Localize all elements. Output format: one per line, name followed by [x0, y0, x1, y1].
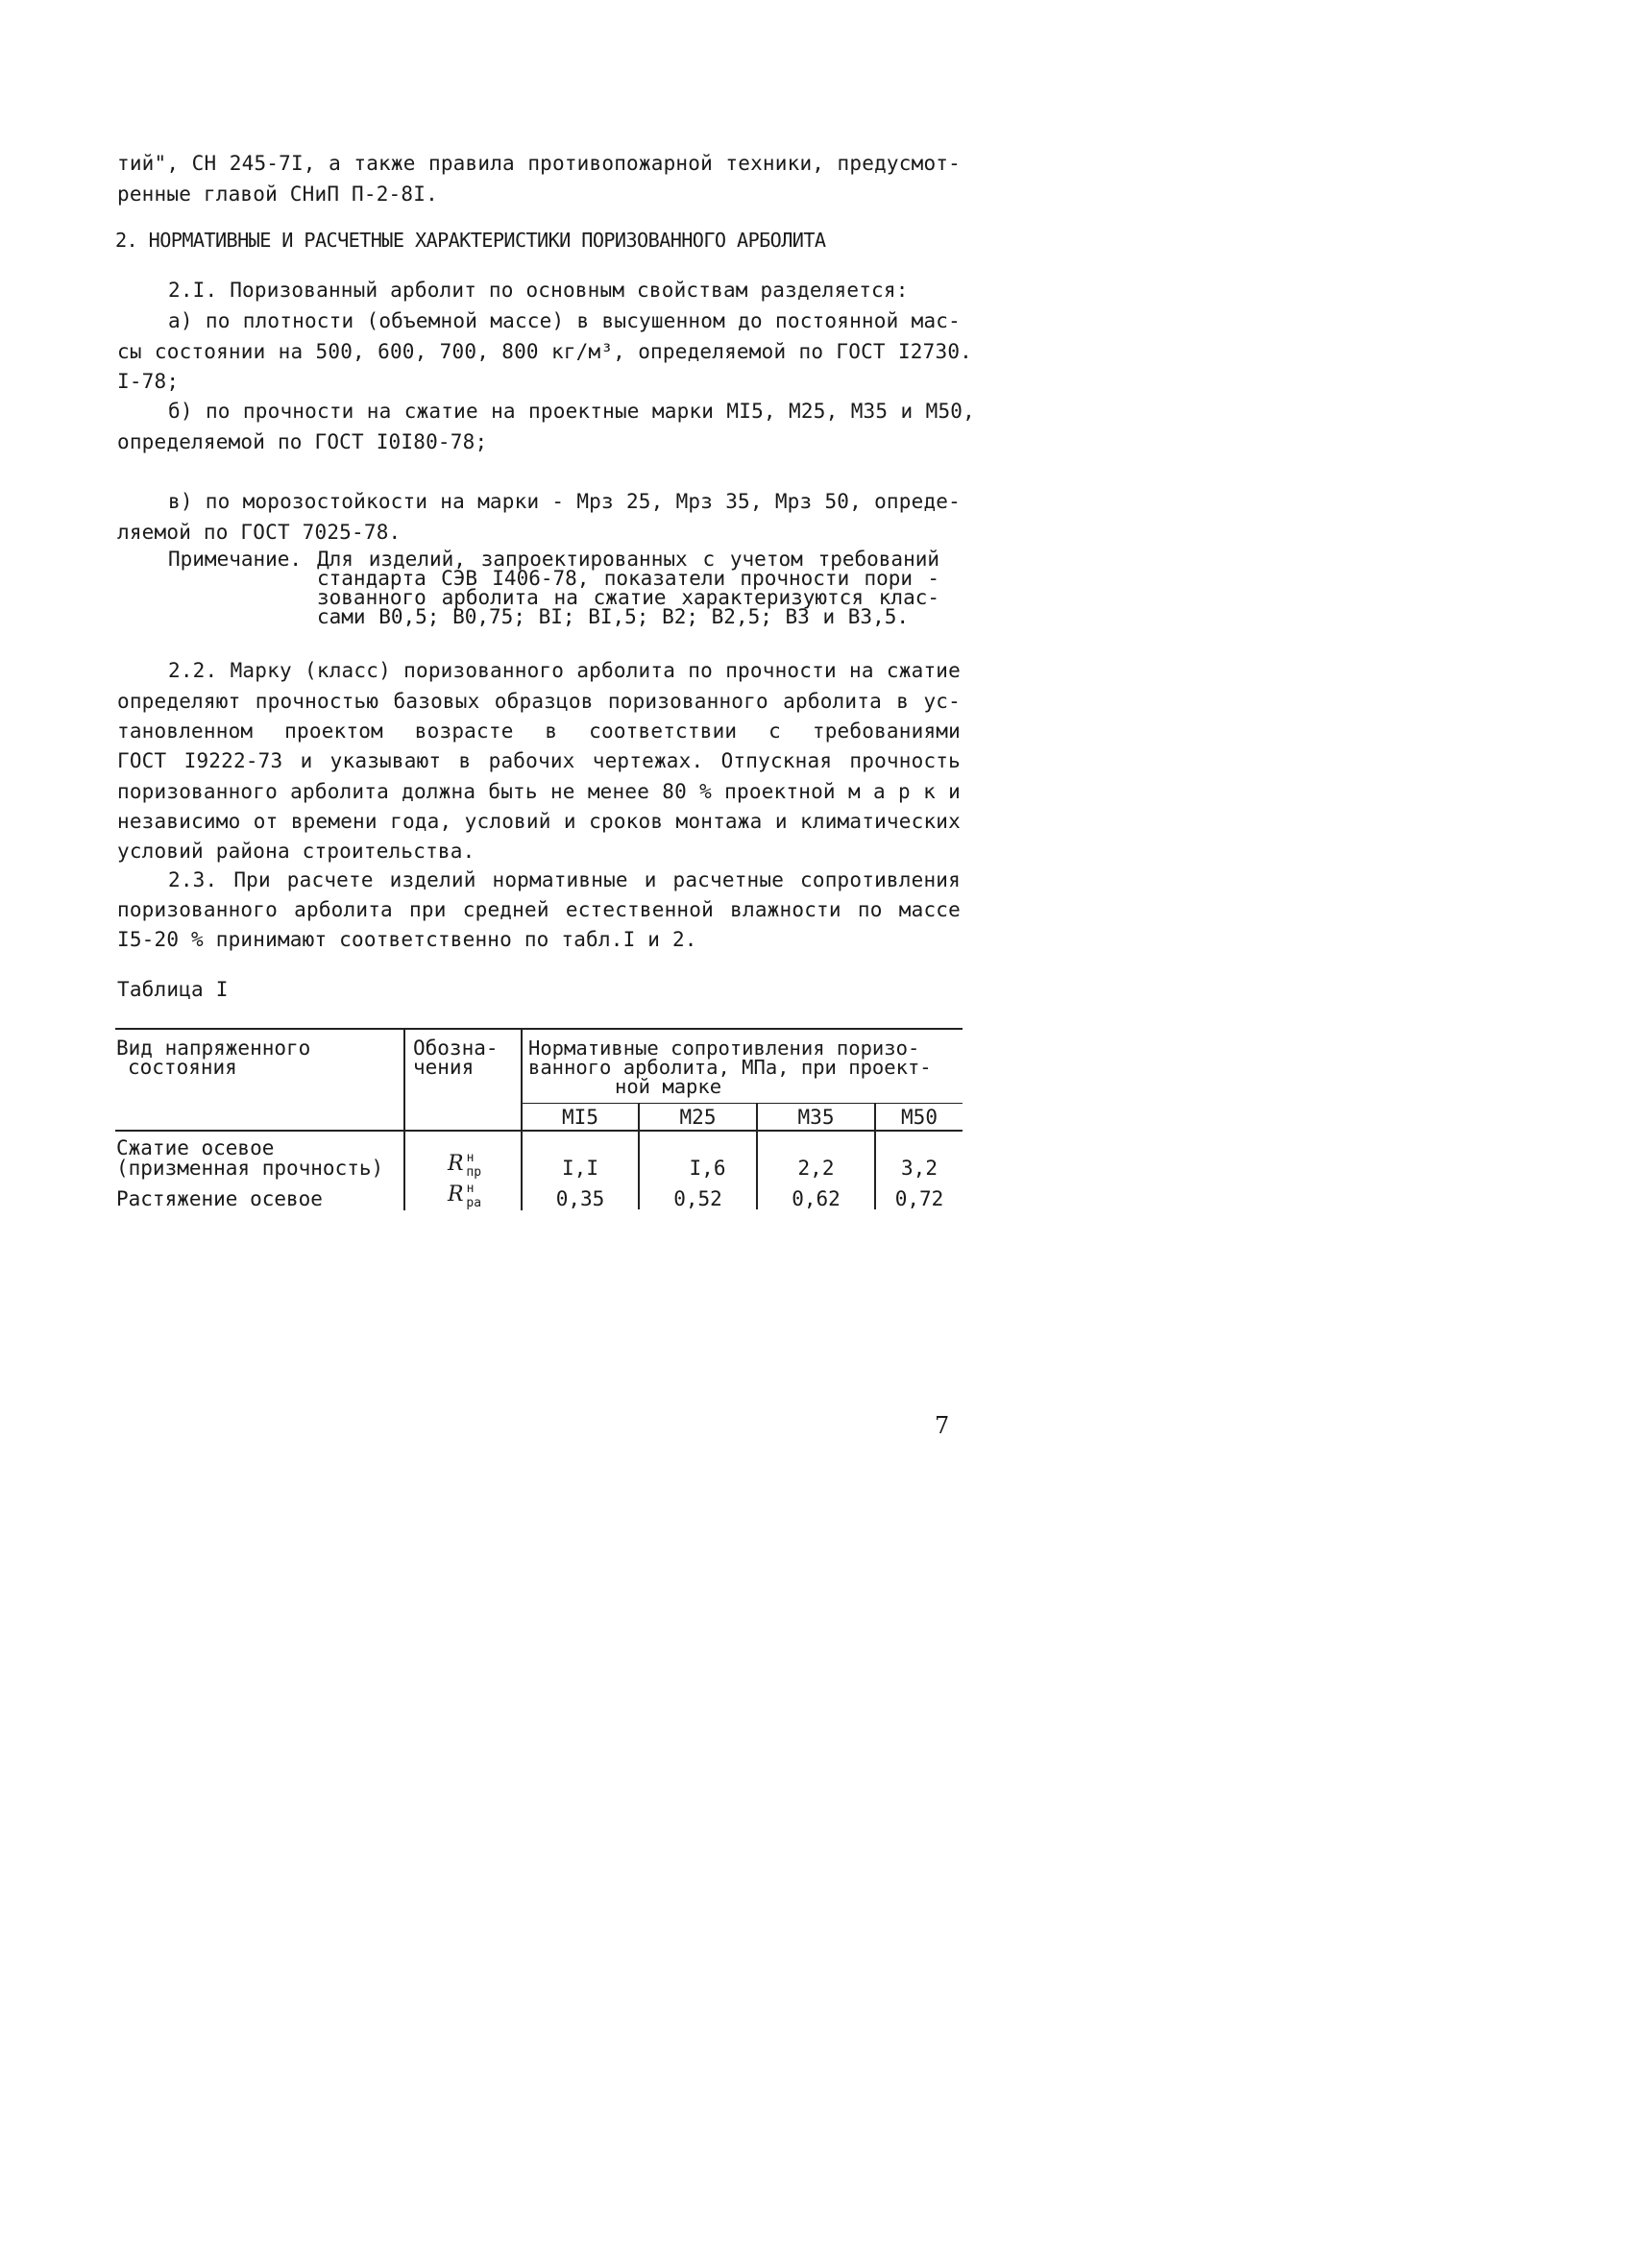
row-tension-m15: 0,35 [555, 1187, 605, 1210]
row-tension-m50: 0,72 [894, 1187, 944, 1210]
row-tension-symbol: R $^н_{рa}$ [448, 1182, 482, 1210]
para-2-2-line-7: условий района строительства. [117, 840, 475, 863]
row-compression-m50: 3,2 [901, 1157, 938, 1180]
para-2-2-line-1: 2.2. Марку (класс) поризованного арболита по прочности на сжатие [168, 659, 961, 682]
para-2-1-line-6: определяемой по ГОСТ I0I80-78; [117, 430, 488, 453]
row-tension-name: Растяжение осевое [116, 1187, 323, 1210]
row-tension-m35: 0,62 [792, 1187, 841, 1210]
note-line-2: стандарта СЭВ I406-78, показатели прочности пори - [317, 567, 939, 590]
para-2-1-line-2: а) по плотности (объемной массе) в высушенном до постоянной мас- [168, 309, 961, 332]
page-number: 7 [935, 1412, 950, 1439]
header-symbol-line-2: чения [413, 1056, 475, 1079]
intro-line-2: ренные главой СНиП П-2-8I. [117, 183, 438, 206]
para-2-2-line-4: ГОСТ I9222-73 и указывают в рабочих чертежах. Отпускная прочность [117, 749, 961, 772]
para-2-2-line-5: поризованного арболита должна быть не менее 80 % проектной м а р к и [117, 780, 961, 803]
header-state-line-1: Вид напряженного [116, 1036, 311, 1060]
para-2-1-line-4: I-78; [117, 370, 180, 393]
note-label: Примечание. [168, 548, 303, 571]
para-2-1-line-3: сы состоянии на 500, 600, 700, 800 кг/м³, определяемой по ГОСТ I2730. [117, 340, 972, 363]
row-compression-m15: I,I [562, 1157, 598, 1180]
para-2-1-line-8: ляемой по ГОСТ 7025-78. [117, 521, 402, 544]
row-compression-m25: I,6 [689, 1157, 726, 1180]
row-compression-m35: 2,2 [797, 1157, 835, 1180]
row-compression-name-2: (призменная прочность) [116, 1157, 384, 1180]
grade-m25: M25 [679, 1106, 717, 1129]
header-values-line-1: Нормативные сопротивления поризо- [528, 1036, 920, 1060]
para-2-2-line-2: определяют прочностью базовых образцов поризованного арболита в ус- [117, 690, 961, 713]
para-2-1-line-5: б) по прочности на сжатие на проектные марки MI5, M25, M35 и M50, [168, 400, 975, 423]
row-compression-name-1: Сжатие осевое [116, 1136, 275, 1159]
para-2-3-line-1: 2.3. При расчете изделий нормативные и расчетные сопротивления [168, 868, 961, 891]
table-col-divider-1 [403, 1030, 405, 1210]
document-page [0, 0, 1088, 1511]
grade-m50: M50 [901, 1106, 938, 1129]
para-2-3-line-3: I5-20 % принимают соответственно по табл.I и 2. [117, 928, 697, 951]
row-compression-symbol: R $^н_{пр}$ [448, 1151, 482, 1180]
para-2-1-line-1: 2.I. Поризованный арболит по основным свойствам разделяется: [168, 279, 909, 302]
table-caption: Таблица I [117, 978, 229, 1001]
header-values-line-2: ванного арболита, МПа, при проект- [528, 1056, 932, 1079]
note-line-1: Для изделий, запроектированных с учетом требований [317, 548, 939, 571]
table-header-bottom-rule [115, 1130, 963, 1132]
grade-m15: MI5 [562, 1106, 598, 1129]
note-line-4: сами В0,5; В0,75; ВI; ВI,5; В2; В2,5; В3 и В3,5. [317, 605, 909, 628]
header-state-line-2: состояния [128, 1056, 237, 1079]
intro-line-1: тий", СН 245-7I, а также правила противопожарной техники, предусмот- [117, 152, 961, 175]
para-2-3-line-2: поризованного арболита при средней естественной влажности по массе [117, 898, 961, 921]
table-subheader-rule [521, 1103, 963, 1104]
para-2-2-line-6: независимо от времени года, условий и сроков монтажа и климатических [117, 810, 961, 833]
para-2-2-line-3: тановленном проектом возрасте в соответствии с требованиями [117, 719, 961, 743]
section-heading: 2. НОРМАТИВНЫЕ И РАСЧЕТНЫЕ ХАРАКТЕРИСТИКИ ПОРИЗОВАННОГО АРБОЛИТА [115, 229, 826, 252]
note-line-3: зованного арболита на сжатие характеризуются клас- [317, 586, 939, 609]
header-symbol-line-1: Обозна- [413, 1036, 499, 1060]
para-2-1-line-7: в) по морозостойкости на марки - Мрз 25, Мрз 35, Мрз 50, опреде- [168, 490, 961, 513]
grade-m35: M35 [797, 1106, 835, 1129]
row-tension-m25: 0,52 [673, 1187, 722, 1210]
header-values-line-3: ной марке [615, 1075, 722, 1098]
table-top-rule [115, 1028, 963, 1030]
